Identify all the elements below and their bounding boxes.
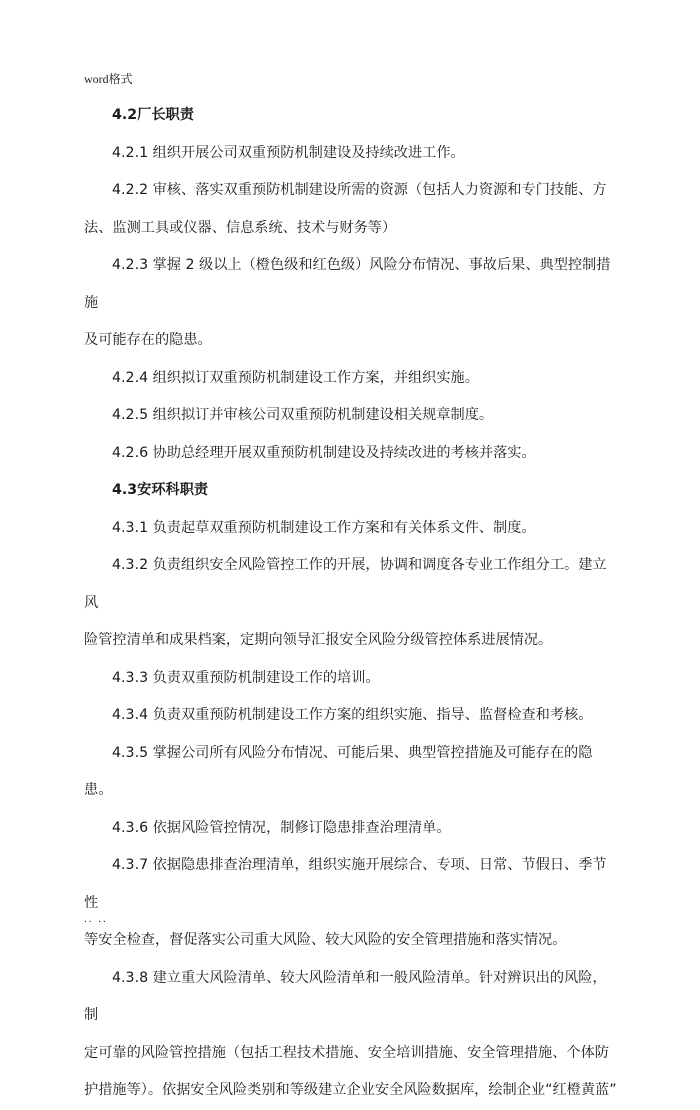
- paragraph-4-3-3: [84, 660, 618, 698]
- text-line: 4.2.1 组织开展公司双重预防机制建设及持续改进工作。: [112, 144, 465, 161]
- section-heading: 4.2厂长职责: [112, 107, 194, 123]
- text-line: 4.2.5 组织拟订并审核公司双重预防机制建设相关规章制度。: [112, 407, 494, 423]
- paragraph-4-2-3: [84, 247, 618, 360]
- paragraph-4-3-6: [84, 810, 618, 848]
- text-line: 4.3.1 负责起草双重预防机制建设工作方案和有关体系文件、制度。: [112, 519, 536, 536]
- text-line: 4.3.3 负责双重预防机制建设工作的培训。: [112, 669, 380, 686]
- paragraph-4-2-2: [84, 172, 618, 247]
- text-line: 定可靠的风险管控措施（包括工程技术措施、安全培训措施、安全管理措施、个体防: [84, 1044, 609, 1061]
- text-line: 4.3.4 负责双重预防机制建设工作方案的组织实施、指导、监督检查和考核。: [112, 707, 593, 723]
- page-header-note: word格式: [84, 72, 133, 86]
- paragraph-4-3-7: [84, 847, 618, 960]
- paragraph-4-3-4: [84, 697, 618, 735]
- text-line: 4.3.7 依据隐患排查治理清单，组织实施开展综合、专项、日常、节假日、季节性: [84, 857, 607, 911]
- paragraph-4-3-8: [84, 960, 618, 1110]
- paragraph-4-2-4: [84, 360, 618, 398]
- paragraph-4-2-6: [84, 435, 618, 473]
- text-line: 及可能存在的隐患。: [84, 332, 212, 348]
- text-line: 险管控清单和成果档案，定期向领导汇报安全风险分级管控体系进展情况。: [84, 632, 553, 648]
- page-footer-note: .. ..: [84, 913, 108, 925]
- text-line: 等安全检查，督促落实公司重大风险、较大风险的安全管理措施和落实情况。: [84, 932, 567, 948]
- section-heading: 4.3安环科职责: [112, 482, 209, 498]
- text-line: 4.3.6 依据风险管控情况，制修订隐患排查治理清单。: [112, 819, 451, 836]
- paragraph-4-2-1: [84, 135, 618, 173]
- text-line: 4.2.6 协助总经理开展双重预防机制建设及持续改进的考核并落实。: [112, 444, 536, 461]
- text-line: 法、监测工具或仪器、信息系统、技术与财务等）: [84, 219, 397, 236]
- text-line: 4.3.2 负责组织安全风险管控工作的开展，协调和调度各专业工作组分工。建立风: [84, 557, 607, 611]
- text-line: 4.3.5 掌握公司所有风险分布情况、可能后果、典型管控措施及可能存在的隐患。: [84, 744, 593, 798]
- text-line: 4.2.2 审核、落实双重预防机制建设所需的资源（包括人力资源和专门技能、方: [112, 182, 607, 198]
- paragraph-4-3-1: [84, 510, 618, 548]
- paragraph-4-2-5: [84, 397, 618, 435]
- text-line: 4.2.3 掌握 2 级以上（橙色级和红色级）风险分布情况、事故后果、典型控制措施: [84, 257, 611, 311]
- text-line: 4.2.4 组织拟订双重预防机制建设工作方案，并组织实施。: [112, 369, 479, 386]
- paragraph-4-3-5: [84, 735, 618, 810]
- paragraph-4-3-2: [84, 547, 618, 660]
- document-body: [84, 97, 618, 1110]
- text-line: 4.3.8 建立重大风险清单、较大风险清单和一般风险清单。针对辨识出的风险，制: [84, 969, 607, 1023]
- text-line: 护措施等）。依据安全风险类别和等级建立企业安全风险数据库，绘制企业“红橙黄蓝”: [84, 1082, 617, 1098]
